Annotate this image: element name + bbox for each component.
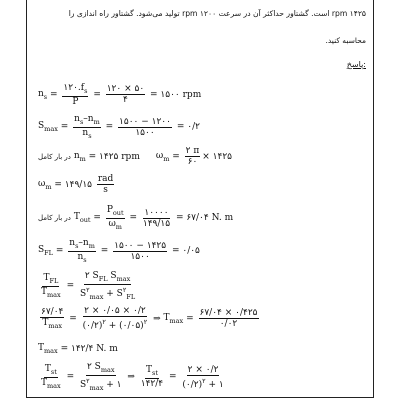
eq5-lhs: $T_{out}$	[73, 212, 91, 225]
equation-full-load-slip: $S_{FL}$ = $\frac{n_s-n_m}{n_s}$ = $\frac{۱۵۰۰ - ۱۴۲۵}{۱۵۰۰}$ = ۰/۰۵	[38, 238, 200, 264]
equation-synchronous-speed: $n_s$ = $\frac{۱۲۰.f_s}{P}$ = $\frac{۱۲۰ \times ۵۰}{۴}$ = ۱۵۰۰ rpm	[38, 83, 202, 107]
equation-slip-max: $S_{max}$ = $\frac{n_s-n_m}{n_s}$ = $\frac{۱۵۰۰ - ۱۲۰۰}{۱۵۰۰}$ = ۰/۲	[38, 114, 200, 140]
equation-max-torque-solve: $\frac{۶۷/۰۴}{T_{max}}$ = $\frac{۲ \times ۰/۰۵ \times ۰/۲}{(۰/۲)^۲ + (۰/۰۵)^۲}$ ⇒ $T_{max}$ = $\frac{۶۷/۰۴ \times ۰/۴۲۵}{۰/۰۲}$	[41, 306, 258, 331]
eq2-fraction-2: $\frac{۱۵۰۰ - ۱۲۰۰}{۱۵۰۰}$	[119, 116, 171, 138]
eq7-fraction-2: $\frac{۲ S_{FL} S_{max}}{S^۲_{max} + S^۲_{FL}}$	[80, 271, 136, 301]
equation-angular-speed: $\omega_m$ = ۱۴۹/۱۵ $\frac{\text{rad}}{s}$	[38, 174, 114, 195]
solution-heading: پاسخ:	[346, 60, 366, 69]
eq2-lhs: $S_{max}$	[38, 121, 58, 134]
eq2-fraction-1: $\frac{n_s-n_m}{n_s}$	[74, 114, 100, 140]
eq8-fraction-3: $\frac{۶۷/۰۴ \times ۰/۴۲۵}{۰/۰۲}$	[199, 308, 258, 329]
problem-line-1: ۱۴۲۵ rpm است. گشتاور حداکثر آن در سرعت ۱۲۰۰ rpm تولید می‌شود. گشتاور راه اندازی را	[68, 9, 366, 18]
eq10-fraction-2: $\frac{۲ S_{max}}{S^۲_{max} + ۱}$	[80, 362, 122, 392]
eq1-lhs: $n_s$	[38, 89, 48, 101]
eq2-result: = ۰/۲	[176, 122, 200, 133]
eq7-fraction-1: $\frac{T_{FL}}{T_{max}}$	[41, 273, 61, 299]
eq10-fraction-3: $\frac{T_{st}}{۱۴۲/۴}$	[140, 365, 164, 390]
eq8-fraction-2: $\frac{۲ \times ۰/۰۵ \times ۰/۲}{(۰/۲)^۲ + (۰/۰۵)^۲}$	[82, 306, 148, 331]
eq6-fraction-1: $\frac{n_s-n_m}{n_s}$	[69, 238, 95, 264]
equation-max-torque-result	[38, 343, 118, 355]
eq6-result: = ۰/۰۵	[171, 246, 200, 257]
eq1-fraction-2: $\frac{۱۲۰ \times ۵۰}{۴}$	[106, 84, 145, 106]
implies-arrow: ⇒	[153, 313, 161, 324]
eq5-label: در بار کامل	[38, 214, 71, 223]
equation-starting-torque: $\frac{T_{st}}{T_{max}}$ = $\frac{۲ S_{max}}{S^۲_{max} + ۱}$ ⇒ $\frac{T_{st}}{۱۴۲/۴}$ = $\frac{۲ \times ۰/۲}{(۰/۲)^۲ + ۱}$	[41, 362, 224, 392]
eq9-result: = ۱۴۲/۴ N. m	[60, 343, 118, 354]
eq10-fraction-4: $\frac{۲ \times ۰/۲}{(۰/۲)^۲ + ۱}$	[182, 364, 224, 390]
eq4-lhs: $\omega_m$	[38, 178, 52, 191]
problem-line-2: محاسبه کنید.	[325, 36, 366, 45]
eq4-unit: $\frac{\text{rad}}{s}$	[97, 174, 114, 195]
eq3-label: در بار کامل	[38, 152, 71, 161]
eq10-fraction-1: $\frac{T_{st}}{T_{max}}$	[41, 364, 61, 390]
eq1-result: = ۱۵۰۰ rpm	[150, 89, 202, 100]
eq3-omega: $\omega_m$	[155, 150, 170, 163]
page-frame	[26, 0, 374, 398]
equation-output-torque: در بار کامل $T_{out}$ = $\frac{P_{out}}{\omega_m}$ = $\frac{۱۰۰۰۰}{۱۴۹/۱۵}$ = ۶۷/۰۴ N. m	[38, 205, 234, 231]
eq9-lhs: $T_{max}$	[38, 343, 58, 355]
eq5-fraction-2: $\frac{۱۰۰۰۰}{۱۴۹/۱۵}$	[142, 207, 171, 229]
eq6-fraction-2: $\frac{۱۵۰۰ - ۱۴۲۵}{۱۵۰۰}$	[114, 240, 167, 262]
eq5-result: = ۶۷/۰۴ N. m	[175, 213, 234, 224]
eq1-fraction-1: $\frac{۱۲۰.f_s}{P}$	[63, 83, 88, 107]
eq6-lhs: $S_{FL}$	[38, 245, 53, 258]
equation-full-load-speed: در بار کامل $n_m$ = ۱۴۲۵ rpm $\omega_m$ = $\frac{۲ \pi}{۶۰}$ × ۱۴۲۵	[38, 146, 233, 167]
eq5-fraction-1: $\frac{P_{out}}{\omega_m}$	[106, 205, 124, 231]
eq3-lhs: $n_m$	[73, 150, 86, 163]
eq3-fraction: $\frac{۲ \pi}{۶۰}$	[185, 146, 200, 167]
eq8-fraction-1: $\frac{۶۷/۰۴}{T_{max}}$	[41, 306, 64, 330]
equation-torque-ratio: $\frac{T_{FL}}{T_{max}}$ = $\frac{۲ S_{FL} S_{max}}{S^۲_{max} + S^۲_{FL}}$	[41, 271, 136, 301]
